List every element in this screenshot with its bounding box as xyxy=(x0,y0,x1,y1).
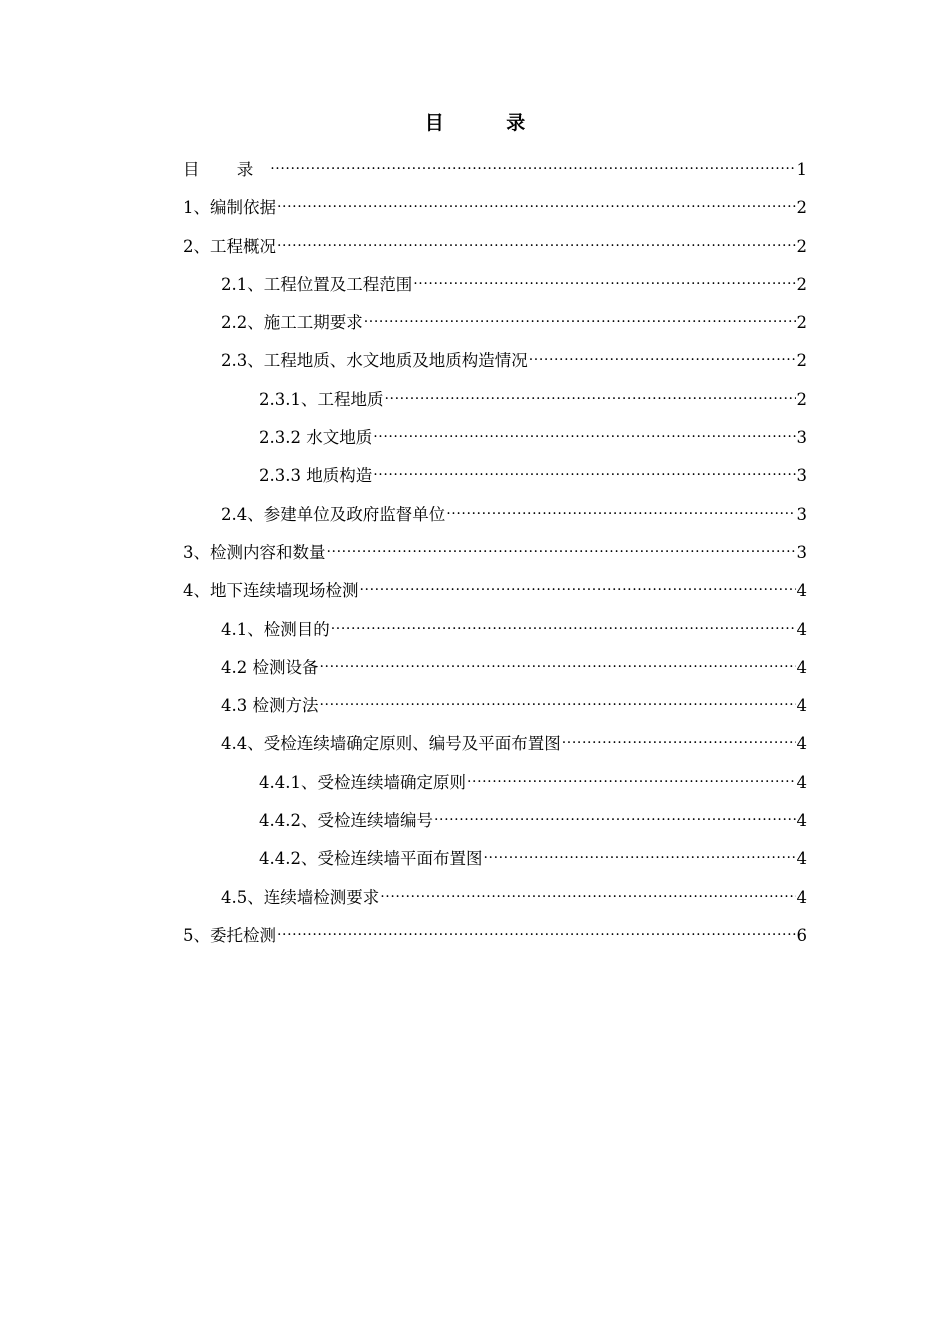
toc-entry-label: 4.5、连续墙检测要求 xyxy=(221,887,380,907)
toc-entry-label: 4.1、检测目的 xyxy=(221,619,330,639)
toc-entry[interactable] xyxy=(183,530,807,568)
toc-leader-dots xyxy=(277,185,796,213)
toc-leader-dots xyxy=(384,377,795,405)
toc-entry-label: 1、编制依据 xyxy=(183,198,276,218)
toc-entry-page: 2 xyxy=(796,351,807,371)
toc-entry[interactable] xyxy=(183,683,807,721)
toc-leader-dots xyxy=(483,836,795,864)
toc-leader-dots xyxy=(327,530,796,558)
toc-entry[interactable] xyxy=(183,415,807,453)
toc-entry-page: 4 xyxy=(796,696,807,716)
toc-entry-page: 4 xyxy=(796,849,807,869)
toc-entry-page: 4 xyxy=(796,734,807,754)
toc-entry-label: 4.3 检测方法 xyxy=(221,696,319,716)
toc-entry-label: 2、工程概况 xyxy=(183,236,276,256)
toc-entry-page: 3 xyxy=(796,542,807,562)
toc-entry-label: 2.3.2 水文地质 xyxy=(259,428,373,448)
toc-entry-page: 4 xyxy=(796,581,807,601)
toc-leader-dots xyxy=(364,300,796,328)
toc-entry-label: 4、地下连续墙现场检测 xyxy=(183,581,359,601)
toc-entry-label: 4.4.2、受检连续墙平面布置图 xyxy=(259,849,483,869)
toc-entry-page: 3 xyxy=(796,504,807,524)
toc-leader-dots xyxy=(270,147,795,175)
toc-leader-dots xyxy=(380,875,795,903)
toc-entry-label: 4.2 检测设备 xyxy=(221,657,319,677)
toc-leader-dots xyxy=(467,760,796,788)
toc-entry-page: 2 xyxy=(796,313,807,333)
toc-entry[interactable] xyxy=(183,300,807,338)
toc-entry[interactable] xyxy=(183,377,807,415)
toc-entry-label: 2.3.1、工程地质 xyxy=(259,389,384,409)
toc-entry-label: 2.3.3 地质构造 xyxy=(259,466,373,486)
toc-entry-page: 4 xyxy=(796,619,807,639)
toc-entry[interactable] xyxy=(183,875,807,913)
toc-entry-page: 3 xyxy=(796,466,807,486)
toc-leader-dots xyxy=(434,798,796,826)
toc-entry[interactable] xyxy=(183,568,807,606)
toc-entry[interactable] xyxy=(183,798,807,836)
toc-leader-dots xyxy=(529,338,796,366)
toc-entry-page: 4 xyxy=(796,772,807,792)
toc-entry[interactable] xyxy=(183,645,807,683)
toc-leader-dots xyxy=(373,415,795,443)
toc-entry[interactable] xyxy=(183,492,807,530)
toc-entry[interactable] xyxy=(183,224,807,262)
toc-leader-dots xyxy=(446,492,795,520)
toc-entry-page: 3 xyxy=(796,428,807,448)
toc-leader-dots xyxy=(320,645,796,673)
toc-leader-dots xyxy=(331,607,796,635)
toc-entry-page: 2 xyxy=(796,274,807,294)
toc-entry[interactable] xyxy=(183,607,807,645)
toc-entry[interactable] xyxy=(183,453,807,491)
toc-entry[interactable] xyxy=(183,185,807,223)
toc-leader-dots xyxy=(360,568,796,596)
toc-entry-page: 2 xyxy=(796,198,807,218)
toc-entry[interactable] xyxy=(183,262,807,300)
toc-entry-page: 4 xyxy=(796,887,807,907)
toc-entry-label: 5、委托检测 xyxy=(183,925,276,945)
toc-entry-label: 目 录 xyxy=(183,160,270,179)
toc-entry-page: 6 xyxy=(796,925,807,945)
toc-entry[interactable] xyxy=(183,836,807,874)
toc-entry-label: 2.4、参建单位及政府监督单位 xyxy=(221,504,446,524)
toc-entry-page: 2 xyxy=(796,389,807,409)
toc-entry-page: 2 xyxy=(796,236,807,256)
toc-entry-label: 4.4.1、受检连续墙确定原则 xyxy=(259,772,466,792)
toc-entry-label: 3、检测内容和数量 xyxy=(183,542,326,562)
toc-entry-label: 4.4.2、受检连续墙编号 xyxy=(259,811,433,831)
toc-entry-label: 2.2、施工工期要求 xyxy=(221,313,363,333)
toc-entry-page: 4 xyxy=(796,811,807,831)
toc-entry-page: 1 xyxy=(796,160,807,179)
toc-leader-dots xyxy=(413,262,795,290)
toc-leader-dots xyxy=(373,453,795,481)
toc-entry[interactable] xyxy=(183,147,807,185)
toc-leader-dots xyxy=(277,224,796,252)
toc-title: 目 录 xyxy=(424,112,554,134)
toc-entry[interactable] xyxy=(183,913,807,951)
toc-leader-dots xyxy=(562,721,796,749)
toc-leader-dots xyxy=(277,913,796,941)
toc-entry-label: 2.1、工程位置及工程范围 xyxy=(221,274,413,294)
toc-entry-label: 2.3、工程地质、水文地质及地质构造情况 xyxy=(221,351,528,371)
toc-entry[interactable] xyxy=(183,760,807,798)
toc-entry-page: 4 xyxy=(796,657,807,677)
toc-entry-label: 4.4、受检连续墙确定原则、编号及平面布置图 xyxy=(221,734,561,754)
table-of-contents xyxy=(183,147,807,951)
toc-entry[interactable] xyxy=(183,721,807,759)
toc-leader-dots xyxy=(320,683,796,711)
toc-entry[interactable] xyxy=(183,338,807,376)
